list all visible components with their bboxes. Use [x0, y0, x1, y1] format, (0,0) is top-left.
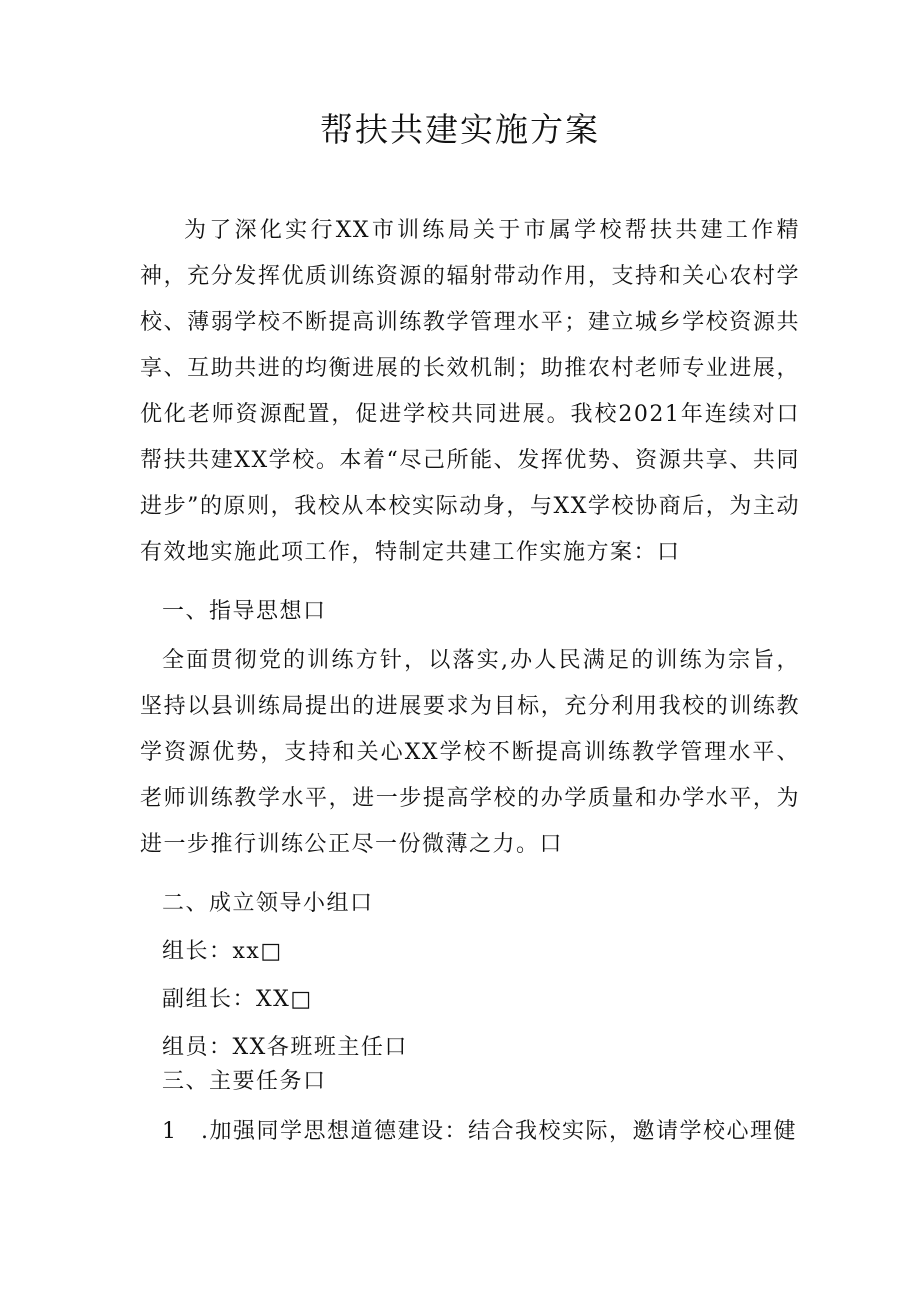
leader-line: 组长：xx□: [162, 939, 283, 964]
section-heading-main-tasks: 三、主要任务口: [162, 1069, 327, 1094]
intro-paragraph: 为了深化实行XX市训练局关于市属学校帮扶共建工作精神，充分发挥优质训练资源的辐射带动作用，支持和关心农村学校、薄弱学校不断提高训练教学管理水平；建立城乡学校资源共享、互助共进的均衡进展的长效机制；助推农村老师专业进展，优化老师资源配置，促进学校共同进展。我校2021年连续对口帮扶共建XX学校。本着“尽己所能、发挥优势、资源共享、共同进步”的原则，我校从本校实际动身，与XX学校协商后，为主动有效地实施此项工作，特制定共建工作实施方案：口: [140, 218, 800, 565]
guiding-thought-paragraph: 全面贯彻党的训练方针，以落实,办人民满足的训练为宗旨，坚持以县训练局提出的进展要求为目标，充分利用我校的训练教学资源优势，支持和关心XX学校不断提高训练教学管理水平、老师训练教学水平，进一步提高学校的办学质量和办学水平，为进一步推行训练公正尽一份微薄之力。口: [140, 648, 800, 857]
document-title: 帮扶共建实施方案: [320, 110, 600, 149]
section-heading-guiding-thought: 一、指导思想口: [162, 599, 327, 624]
vice-leader-line: 副组长：XX□: [162, 987, 313, 1012]
task-item-1: 1 .加强同学思想道德建设：结合我校实际，邀请学校心理健: [162, 1119, 797, 1144]
members-line: 组员：XX各班班主任口: [162, 1035, 408, 1060]
section-heading-leadership-group: 二、成立领导小组口: [162, 891, 374, 916]
